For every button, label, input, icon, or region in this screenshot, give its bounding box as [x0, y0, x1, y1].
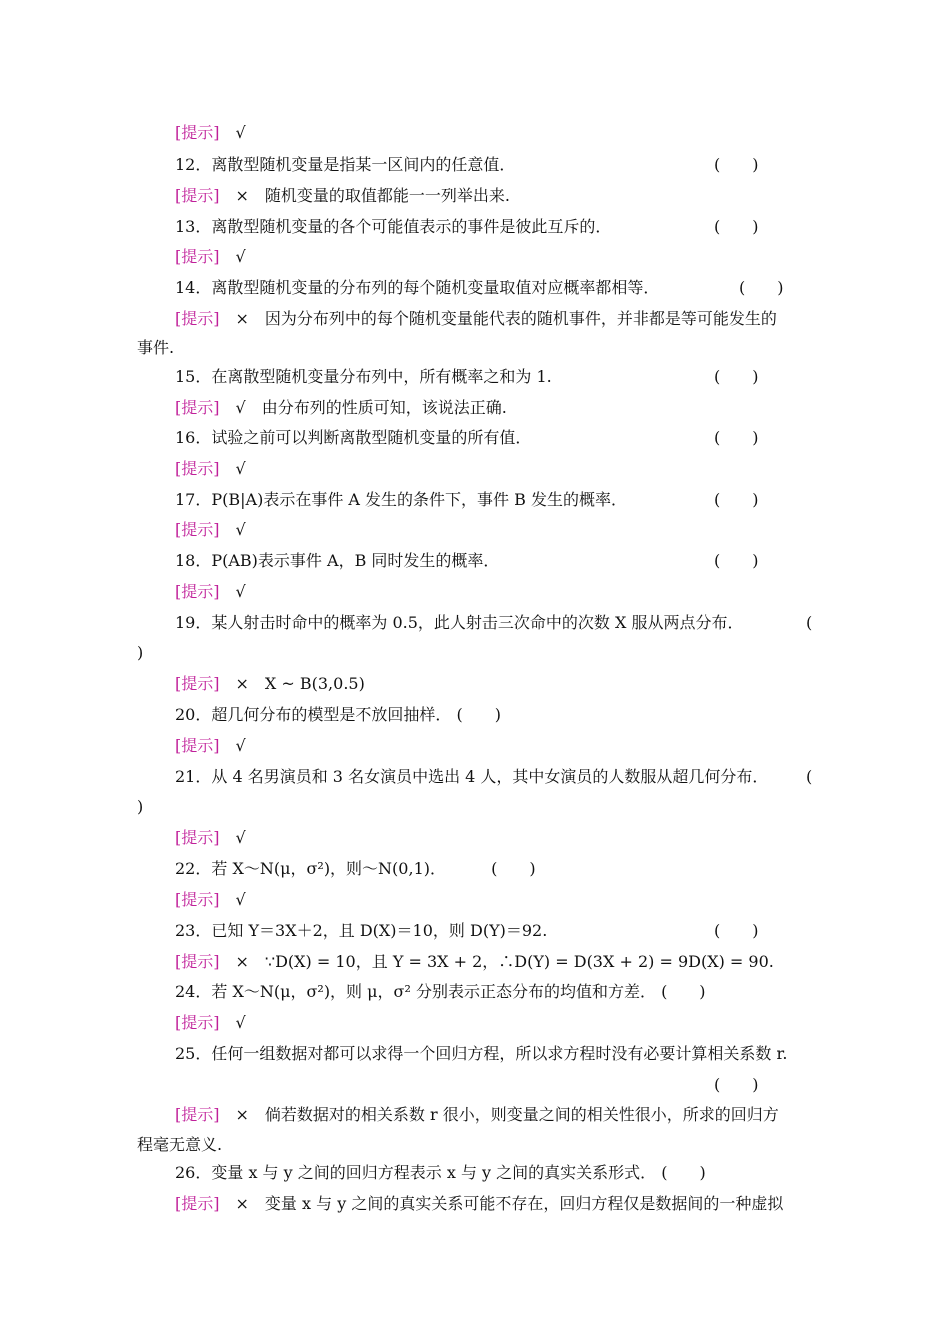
hint-row-15 — [175, 398, 507, 418]
question-text: 26．变量 x 与 y 之间的回归方程表示 x 与 y 之间的真实关系形式． — [175, 1163, 657, 1182]
check-mark: √ — [235, 582, 246, 601]
answer-paren: ( ) — [739, 278, 784, 297]
hint-explanation: ∵D(X) = 10，且 Y = 3X + 2，∴D(Y) = D(3X + 2) = 9D(X) = 90. — [264, 952, 774, 971]
question-text: 14．离散型随机变量的分布列的每个随机变量取值对应概率都相等． — [175, 278, 660, 297]
question-16 — [175, 428, 815, 448]
answer-paren-open: ( — [806, 767, 813, 786]
hint-row-25 — [175, 1105, 779, 1125]
check-mark: √ — [235, 890, 246, 909]
question-text: 12．离散型随机变量是指某一区间内的任意值． — [175, 155, 516, 174]
answer-paren: ( ) — [714, 217, 759, 236]
check-mark: √ — [235, 398, 246, 417]
check-mark: √ — [235, 247, 246, 266]
cross-mark: × — [235, 674, 249, 693]
hint-label: [提示] — [175, 398, 220, 417]
cross-mark: × — [235, 309, 249, 328]
hint-explanation: X ~ B(3,0.5) — [264, 674, 365, 693]
question-text: 16．试验之前可以判断离散型随机变量的所有值． — [175, 428, 532, 447]
hint-label: [提示] — [175, 890, 220, 909]
answer-paren: ( ) — [714, 490, 759, 509]
answer-paren: ( ) — [456, 705, 501, 724]
question-19-continuation — [137, 643, 143, 663]
question-25-paren-line — [714, 1075, 759, 1095]
answer-paren-close: ) — [137, 797, 144, 816]
check-mark: √ — [235, 123, 246, 142]
hint-explanation: 随机变量的取值都能一一列举出来. — [264, 186, 510, 205]
hint-row-19 — [175, 674, 365, 694]
answer-paren: ( ) — [491, 859, 536, 878]
question-text: 23．已知 Y＝3X＋2，且 D(X)＝10，则 D(Y)＝92. — [175, 921, 548, 940]
check-mark: √ — [235, 520, 246, 539]
question-17 — [175, 490, 815, 510]
check-mark: √ — [235, 736, 246, 755]
answer-paren: ( ) — [714, 367, 759, 386]
question-text: 18．P(AB)表示事件 A，B 同时发生的概率． — [175, 551, 500, 570]
cross-mark: × — [235, 186, 249, 205]
hint-label: [提示] — [175, 247, 220, 266]
question-21-continuation — [137, 797, 143, 817]
question-25 — [175, 1044, 787, 1064]
hint-label: [提示] — [175, 1105, 220, 1124]
cross-mark: × — [235, 1194, 249, 1213]
answer-paren-close: ) — [137, 643, 144, 662]
question-12 — [175, 155, 815, 175]
question-text: 20．超几何分布的模型是不放回抽样． — [175, 705, 452, 724]
answer-paren: ( ) — [714, 551, 759, 570]
hint-explanation-cont: 程毫无意义. — [137, 1135, 223, 1154]
hint-row-18 — [175, 582, 246, 602]
hint-row-13 — [175, 247, 246, 267]
hint-label: [提示] — [175, 1194, 220, 1213]
question-20 — [175, 705, 501, 725]
question-24 — [175, 982, 706, 1002]
check-mark: √ — [235, 459, 246, 478]
question-23 — [175, 921, 815, 941]
hint-label: [提示] — [175, 123, 220, 142]
answer-paren: ( ) — [714, 155, 759, 174]
cross-mark: × — [235, 1105, 249, 1124]
hint-label: [提示] — [175, 952, 220, 971]
hint-row-23 — [175, 952, 774, 972]
hint-row-21 — [175, 828, 246, 848]
hint-label: [提示] — [175, 736, 220, 755]
answer-paren: ( ) — [714, 921, 759, 940]
question-21 — [175, 767, 815, 787]
question-text: 13．离散型随机变量的各个可能值表示的事件是彼此互斥的． — [175, 217, 612, 236]
question-text: 25．任何一组数据对都可以求得一个回归方程，所以求方程时没有必要计算相关系数 r. — [175, 1044, 788, 1063]
hint-row-20 — [175, 736, 246, 756]
question-text: 17．P(B|A)表示在事件 A 发生的条件下，事件 B 发生的概率． — [175, 490, 627, 509]
question-text: 24．若 X～N(μ，σ²)，则 μ，σ² 分别表示正态分布的均值和方差． — [175, 982, 656, 1001]
hint-label: [提示] — [175, 186, 220, 205]
question-22 — [175, 859, 536, 879]
question-19 — [175, 613, 815, 633]
hint-label: [提示] — [175, 459, 220, 478]
question-14 — [175, 278, 815, 298]
answer-paren: ( ) — [714, 428, 759, 447]
question-26 — [175, 1163, 706, 1183]
answer-paren: ( ) — [661, 1163, 706, 1182]
check-mark: √ — [235, 828, 246, 847]
check-mark: √ — [235, 1013, 246, 1032]
hint-row-12 — [175, 186, 510, 206]
answer-paren: ( ) — [661, 982, 706, 1001]
question-18 — [175, 551, 815, 571]
hint-explanation-cont: 事件. — [137, 338, 175, 357]
hint-label: [提示] — [175, 828, 220, 847]
hint-row-22 — [175, 890, 246, 910]
hint-row-11 — [175, 123, 246, 143]
hint-label: [提示] — [175, 582, 220, 601]
question-text: 19．某人射击时命中的概率为 0.5，此人射击三次命中的次数 X 服从两点分布． — [175, 613, 744, 632]
hint-row-24 — [175, 1013, 246, 1033]
hint-row-17 — [175, 520, 246, 540]
hint-label: [提示] — [175, 674, 220, 693]
hint-continuation-14 — [137, 338, 174, 358]
hint-label: [提示] — [175, 309, 220, 328]
hint-row-14 — [175, 309, 777, 329]
hint-explanation: 因为分布列中的每个随机变量能代表的随机事件，并非都是等可能发生的 — [264, 309, 777, 328]
hint-row-26 — [175, 1194, 783, 1214]
question-15 — [175, 367, 815, 387]
question-13 — [175, 217, 815, 237]
answer-paren: ( ) — [714, 1075, 759, 1094]
hint-label: [提示] — [175, 1013, 220, 1032]
answer-paren-open: ( — [806, 613, 813, 632]
question-text: 21．从 4 名男演员和 3 名女演员中选出 4 人，其中女演员的人数服从超几何分布． — [175, 767, 769, 786]
question-text: 15．在离散型随机变量分布列中，所有概率之和为 1. — [175, 367, 552, 386]
question-text: 22．若 X～N(μ，σ²)，则～N(0,1)． — [175, 859, 446, 878]
hint-explanation: 变量 x 与 y 之间的真实关系可能不存在，回归方程仅是数据间的一种虚拟 — [264, 1194, 784, 1213]
hint-continuation-25 — [137, 1135, 222, 1155]
hint-row-16 — [175, 459, 246, 479]
cross-mark: × — [235, 952, 249, 971]
hint-label: [提示] — [175, 520, 220, 539]
hint-explanation: 倘若数据对的相关系数 r 很小，则变量之间的相关性很小，所求的回归方 — [264, 1105, 779, 1124]
hint-explanation: 由分布列的性质可知，该说法正确. — [261, 398, 507, 417]
